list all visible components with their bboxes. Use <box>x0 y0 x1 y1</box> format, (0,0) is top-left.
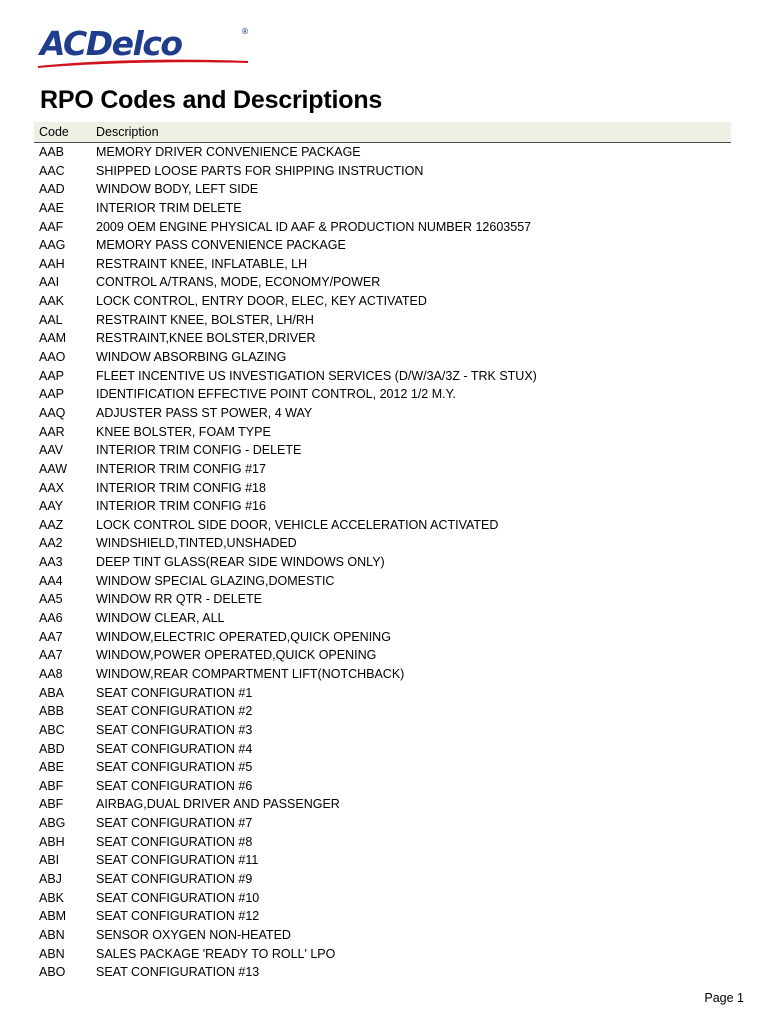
header-code: Code <box>39 125 69 139</box>
row-code: ABB <box>39 704 65 719</box>
table-row <box>34 367 731 386</box>
row-code: ABC <box>39 722 65 737</box>
table-row <box>34 329 731 348</box>
row-code: AA6 <box>39 611 63 626</box>
acdelco-logo <box>36 22 256 70</box>
table-row <box>34 553 731 572</box>
row-code: AAR <box>39 424 65 439</box>
row-description: SEAT CONFIGURATION #3 <box>96 722 253 737</box>
row-code: AAD <box>39 182 65 197</box>
row-description: SEAT CONFIGURATION #11 <box>96 853 259 868</box>
row-description: KNEE BOLSTER, FOAM TYPE <box>96 424 271 439</box>
row-code: ABE <box>39 760 65 775</box>
row-code: AA7 <box>39 648 63 663</box>
row-code: AAH <box>39 256 65 271</box>
row-code: AAM <box>39 331 67 346</box>
table-row <box>34 236 731 255</box>
row-description: SEAT CONFIGURATION #2 <box>96 704 253 719</box>
row-code: AAW <box>39 461 68 476</box>
row-description: WINDOW CLEAR, ALL <box>96 611 225 626</box>
row-code: AA7 <box>39 629 63 644</box>
table-row <box>34 870 731 889</box>
row-description: SALES PACKAGE 'READY TO ROLL' LPO <box>96 946 336 961</box>
table-body <box>34 143 731 982</box>
row-code: AA4 <box>39 573 63 588</box>
row-description: SHIPPED LOOSE PARTS FOR SHIPPING INSTRUCTION <box>96 163 424 178</box>
row-code: ABF <box>39 778 64 793</box>
acdelco-logo-mark <box>36 22 256 70</box>
table-row <box>34 385 731 404</box>
row-description: AIRBAG,DUAL DRIVER AND PASSENGER <box>96 797 340 812</box>
row-description: RESTRAINT,KNEE BOLSTER,DRIVER <box>96 331 316 346</box>
table-row <box>34 590 731 609</box>
row-description: MEMORY PASS CONVENIENCE PACKAGE <box>96 238 346 253</box>
table-row <box>34 758 731 777</box>
table-row <box>34 665 731 684</box>
row-code: AAG <box>39 238 66 253</box>
table-row <box>34 292 731 311</box>
table-row <box>34 143 731 162</box>
table-row <box>34 795 731 814</box>
table-row <box>34 311 731 330</box>
row-code: ABI <box>39 853 60 868</box>
table-row <box>34 199 731 218</box>
table-row <box>34 534 731 553</box>
row-code: AAE <box>39 200 65 215</box>
row-description: WINDOW BODY, LEFT SIDE <box>96 182 259 197</box>
row-description: INTERIOR TRIM CONFIG #16 <box>96 499 266 514</box>
row-description: SEAT CONFIGURATION #6 <box>96 778 253 793</box>
row-description: SEAT CONFIGURATION #10 <box>96 890 260 905</box>
table-row <box>34 180 731 199</box>
row-code: AAX <box>39 480 65 495</box>
row-code: AA8 <box>39 666 63 681</box>
row-description: WINDOW,REAR COMPARTMENT LIFT(NOTCHBACK) <box>96 666 405 681</box>
row-description: RESTRAINT KNEE, INFLATABLE, LH <box>96 256 308 271</box>
table-row <box>34 702 731 721</box>
table-row <box>34 907 731 926</box>
table-row <box>34 889 731 908</box>
table-row <box>34 441 731 460</box>
header-description: Description <box>96 125 159 139</box>
row-description: LOCK CONTROL SIDE DOOR, VEHICLE ACCELERATION ACTIVATED <box>96 517 499 532</box>
row-code: AAV <box>39 443 64 458</box>
logo-wordmark: ACDelco <box>40 24 182 63</box>
table-row <box>34 273 731 292</box>
row-description: INTERIOR TRIM CONFIG #18 <box>96 480 266 495</box>
row-code: ABO <box>39 965 66 980</box>
row-code: AAO <box>39 350 66 365</box>
row-code: AAI <box>39 275 60 290</box>
row-description: SEAT CONFIGURATION #4 <box>96 741 253 756</box>
row-code: AAQ <box>39 405 66 420</box>
row-description: 2009 OEM ENGINE PHYSICAL ID AAF & PRODUCTION NUMBER 12603557 <box>96 219 532 234</box>
row-code: AAK <box>39 294 65 309</box>
row-description: DEEP TINT GLASS(REAR SIDE WINDOWS ONLY) <box>96 555 385 570</box>
row-description: MEMORY DRIVER CONVENIENCE PACKAGE <box>96 145 361 159</box>
row-code: AA5 <box>39 592 63 607</box>
table-row <box>34 684 731 703</box>
row-code: ABN <box>39 927 65 942</box>
table-row <box>34 609 731 628</box>
row-description: INTERIOR TRIM CONFIG #17 <box>96 461 266 476</box>
row-description: CONTROL A/TRANS, MODE, ECONOMY/POWER <box>96 275 381 290</box>
table-row <box>34 479 731 498</box>
row-description: SEAT CONFIGURATION #9 <box>96 871 253 886</box>
table-row <box>34 348 731 367</box>
row-description: WINDOW ABSORBING GLAZING <box>96 350 287 365</box>
table-row <box>34 814 731 833</box>
row-description: WINDOW,POWER OPERATED,QUICK OPENING <box>96 648 377 663</box>
row-description: INTERIOR TRIM CONFIG - DELETE <box>96 443 302 458</box>
row-code: ABM <box>39 909 67 924</box>
table-row <box>34 926 731 945</box>
svg-text:®: ® <box>241 27 249 36</box>
row-description: SEAT CONFIGURATION #13 <box>96 965 260 980</box>
row-code: AAC <box>39 163 65 178</box>
row-code: AAB <box>39 145 65 159</box>
row-code: ABA <box>39 685 65 700</box>
row-description: WINDOW,ELECTRIC OPERATED,QUICK OPENING <box>96 629 391 644</box>
table-row <box>34 646 731 665</box>
table-row <box>34 404 731 423</box>
row-code: AAY <box>39 499 64 514</box>
row-description: FLEET INCENTIVE US INVESTIGATION SERVICES (D/W/3A/3Z - TRK STUX) <box>96 368 537 383</box>
table-row <box>34 721 731 740</box>
table-row <box>34 423 731 442</box>
row-code: ABN <box>39 946 65 961</box>
table-row <box>34 255 731 274</box>
table-row <box>34 740 731 759</box>
row-description: SEAT CONFIGURATION #1 <box>96 685 253 700</box>
table-row <box>34 497 731 516</box>
table-row <box>34 460 731 479</box>
page-title: RPO Codes and Descriptions <box>40 86 383 114</box>
table-row <box>34 851 731 870</box>
table-row <box>34 628 731 647</box>
row-code: AA3 <box>39 555 63 570</box>
row-code: AAP <box>39 387 65 402</box>
row-code: ABF <box>39 797 64 812</box>
table-row <box>34 218 731 237</box>
row-code: ABD <box>39 741 65 756</box>
row-description: LOCK CONTROL, ENTRY DOOR, ELEC, KEY ACTIVATED <box>96 294 427 309</box>
row-description: WINDOW RR QTR - DELETE <box>96 592 262 607</box>
row-code: AAL <box>39 312 63 327</box>
row-description: ADJUSTER PASS ST POWER, 4 WAY <box>96 405 313 420</box>
row-description: SEAT CONFIGURATION #5 <box>96 760 253 775</box>
row-code: ABG <box>39 816 66 831</box>
row-code: ABJ <box>39 871 62 886</box>
row-description: SENSOR OXYGEN NON-HEATED <box>96 927 291 942</box>
row-description: WINDOW SPECIAL GLAZING,DOMESTIC <box>96 573 335 588</box>
row-code: ABK <box>39 890 65 905</box>
table-row <box>34 516 731 535</box>
row-description: SEAT CONFIGURATION #7 <box>96 816 253 831</box>
table-row <box>34 963 731 982</box>
row-code: AAZ <box>39 517 64 532</box>
rpo-codes-table <box>34 122 731 982</box>
table-row <box>34 777 731 796</box>
row-description: INTERIOR TRIM DELETE <box>96 200 242 215</box>
row-description: SEAT CONFIGURATION #12 <box>96 909 260 924</box>
table-row <box>34 162 731 181</box>
row-description: IDENTIFICATION EFFECTIVE POINT CONTROL, 2012 1/2 M.Y. <box>96 387 456 402</box>
table-header <box>34 122 731 143</box>
row-description: WINDSHIELD,TINTED,UNSHADED <box>96 536 297 551</box>
row-description: SEAT CONFIGURATION #8 <box>96 834 253 849</box>
row-code: AAP <box>39 368 65 383</box>
row-code: AAF <box>39 219 64 234</box>
table-row <box>34 572 731 591</box>
table-row <box>34 945 731 964</box>
row-code: AA2 <box>39 536 63 551</box>
row-description: RESTRAINT KNEE, BOLSTER, LH/RH <box>96 312 314 327</box>
row-code: ABH <box>39 834 65 849</box>
page-number: Page 1 <box>704 991 744 1005</box>
table-row <box>34 833 731 852</box>
